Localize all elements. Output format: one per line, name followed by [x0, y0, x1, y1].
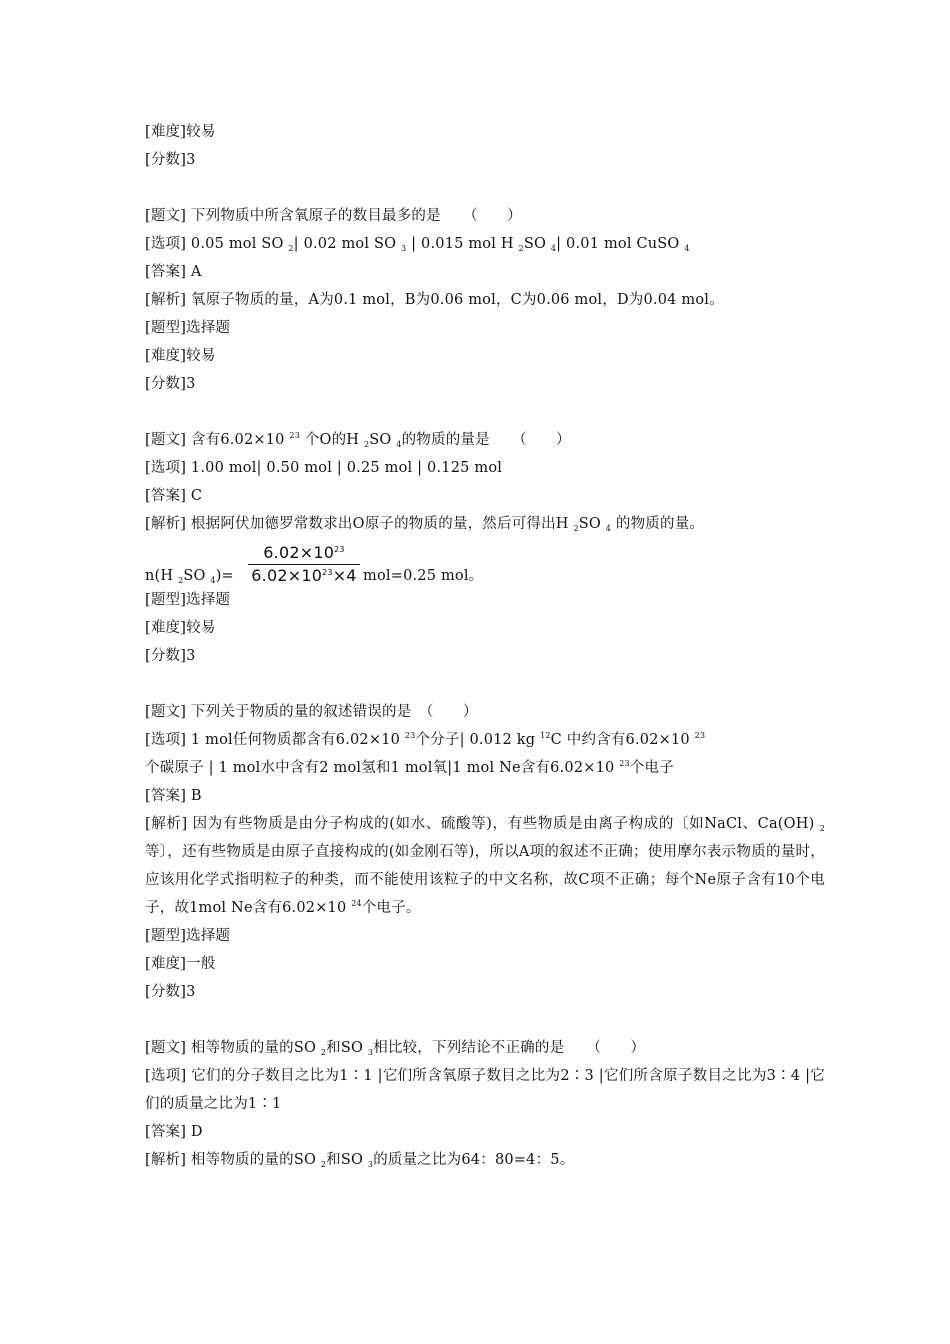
- score-line: [分数]3: [145, 376, 196, 392]
- question-options: [选项] 0.05 mol SO $_2$| 0.02 mol SO $_3$ | 0.015 mol H $_2$SO $_4$| 0.01 mol CuSO $_4$: [145, 236, 690, 253]
- question-type: [题型]选择题: [145, 592, 231, 608]
- difficulty-line: [难度]较易: [145, 348, 216, 364]
- score-line: [分数]3: [145, 984, 196, 1000]
- question-analysis: [解析] 因为有些物质是由分子构成的(如水、硫酸等)，有些物质是由离子构成的〔如NaCl、Ca(OH) $_2$等〕，还有些物质是由原子直接构成的(如金刚石等)，所以A项的叙述不正确；使用摩尔表示物质的量时，应该用化学式指明粒子的种类，而不能使用该粒子的中文名称，故C项不正确；每个Ne原子含有10个电子，故1mol Ne含有6.02×10 $^{24}$个电子。: [145, 816, 825, 916]
- difficulty-line: [难度]较易: [145, 124, 216, 140]
- question-stem: [题文] 下列关于物质的量的叙述错误的是 （ ）: [145, 704, 478, 720]
- difficulty-line: [难度]较易: [145, 620, 216, 636]
- question-options: [选项] 1.00 mol| 0.50 mol | 0.25 mol | 0.125 mol: [145, 460, 503, 476]
- question-options-cont: 个碳原子 | 1 mol水中含有2 mol氢和1 mol氧|1 mol Ne含有6.02×10 $^{23}$个电子: [145, 759, 674, 776]
- question-analysis: [解析] 相等物质的量的SO $_2$和SO $_3$的质量之比为64：80=4：5。: [145, 1152, 575, 1169]
- question-answer: [答案] C: [145, 488, 203, 504]
- question-analysis: [解析] 氧原子物质的量，A为0.1 mol，B为0.06 mol，C为0.06 mol，D为0.04 mol。: [145, 292, 724, 308]
- document-page: [145, 118, 825, 1174]
- question-answer: [答案] A: [145, 264, 202, 280]
- fraction: [248, 542, 360, 587]
- question-type: [题型]选择题: [145, 320, 231, 336]
- question-stem: [题文] 下列物质中所含氧原子的数目最多的是 （ ）: [145, 208, 522, 224]
- question-stem: [题文] 相等物质的量的SO $_2$和SO $_3$相比较，下列结论不正确的是 （ ）: [145, 1040, 646, 1057]
- formula-lhs: n(H $_2$SO $_4$)=: [145, 568, 234, 585]
- score-line: [分数]3: [145, 152, 196, 168]
- fraction-denominator: $6.02\times 10^{23}\times 4$: [251, 566, 357, 585]
- difficulty-line: [难度]一般: [145, 956, 216, 972]
- question-type: [题型]选择题: [145, 928, 231, 944]
- score-line: [分数]3: [145, 648, 196, 664]
- question-options: [选项] 它们的分子数目之比为1∶1 |它们所含氧原子数目之比为2∶3 |它们所含原子数目之比为3∶4 |它们的质量之比为1∶1: [145, 1068, 825, 1112]
- formula: [145, 542, 825, 586]
- fraction-numerator: $6.02\times 10^{23}$: [263, 543, 345, 562]
- question-stem: [题文] 含有6.02×10 $^{23}$ 个O的H $_2$SO $_4$的物质的量是 （ ）: [145, 431, 571, 449]
- question-analysis: [解析] 根据阿伏加德罗常数求出O原子的物质的量，然后可得出H $_2$SO $_4$ 的物质的量。: [145, 516, 705, 533]
- formula-rhs: mol=0.25 mol。: [363, 568, 484, 584]
- question-options: [选项] 1 mol任何物质都含有6.02×10 $^{23}$个分子| 0.012 kg $^{12}$C 中约含有6.02×10 $^{23}$: [145, 731, 706, 748]
- question-answer: [答案] D: [145, 1124, 203, 1140]
- question-answer: [答案] B: [145, 788, 202, 804]
